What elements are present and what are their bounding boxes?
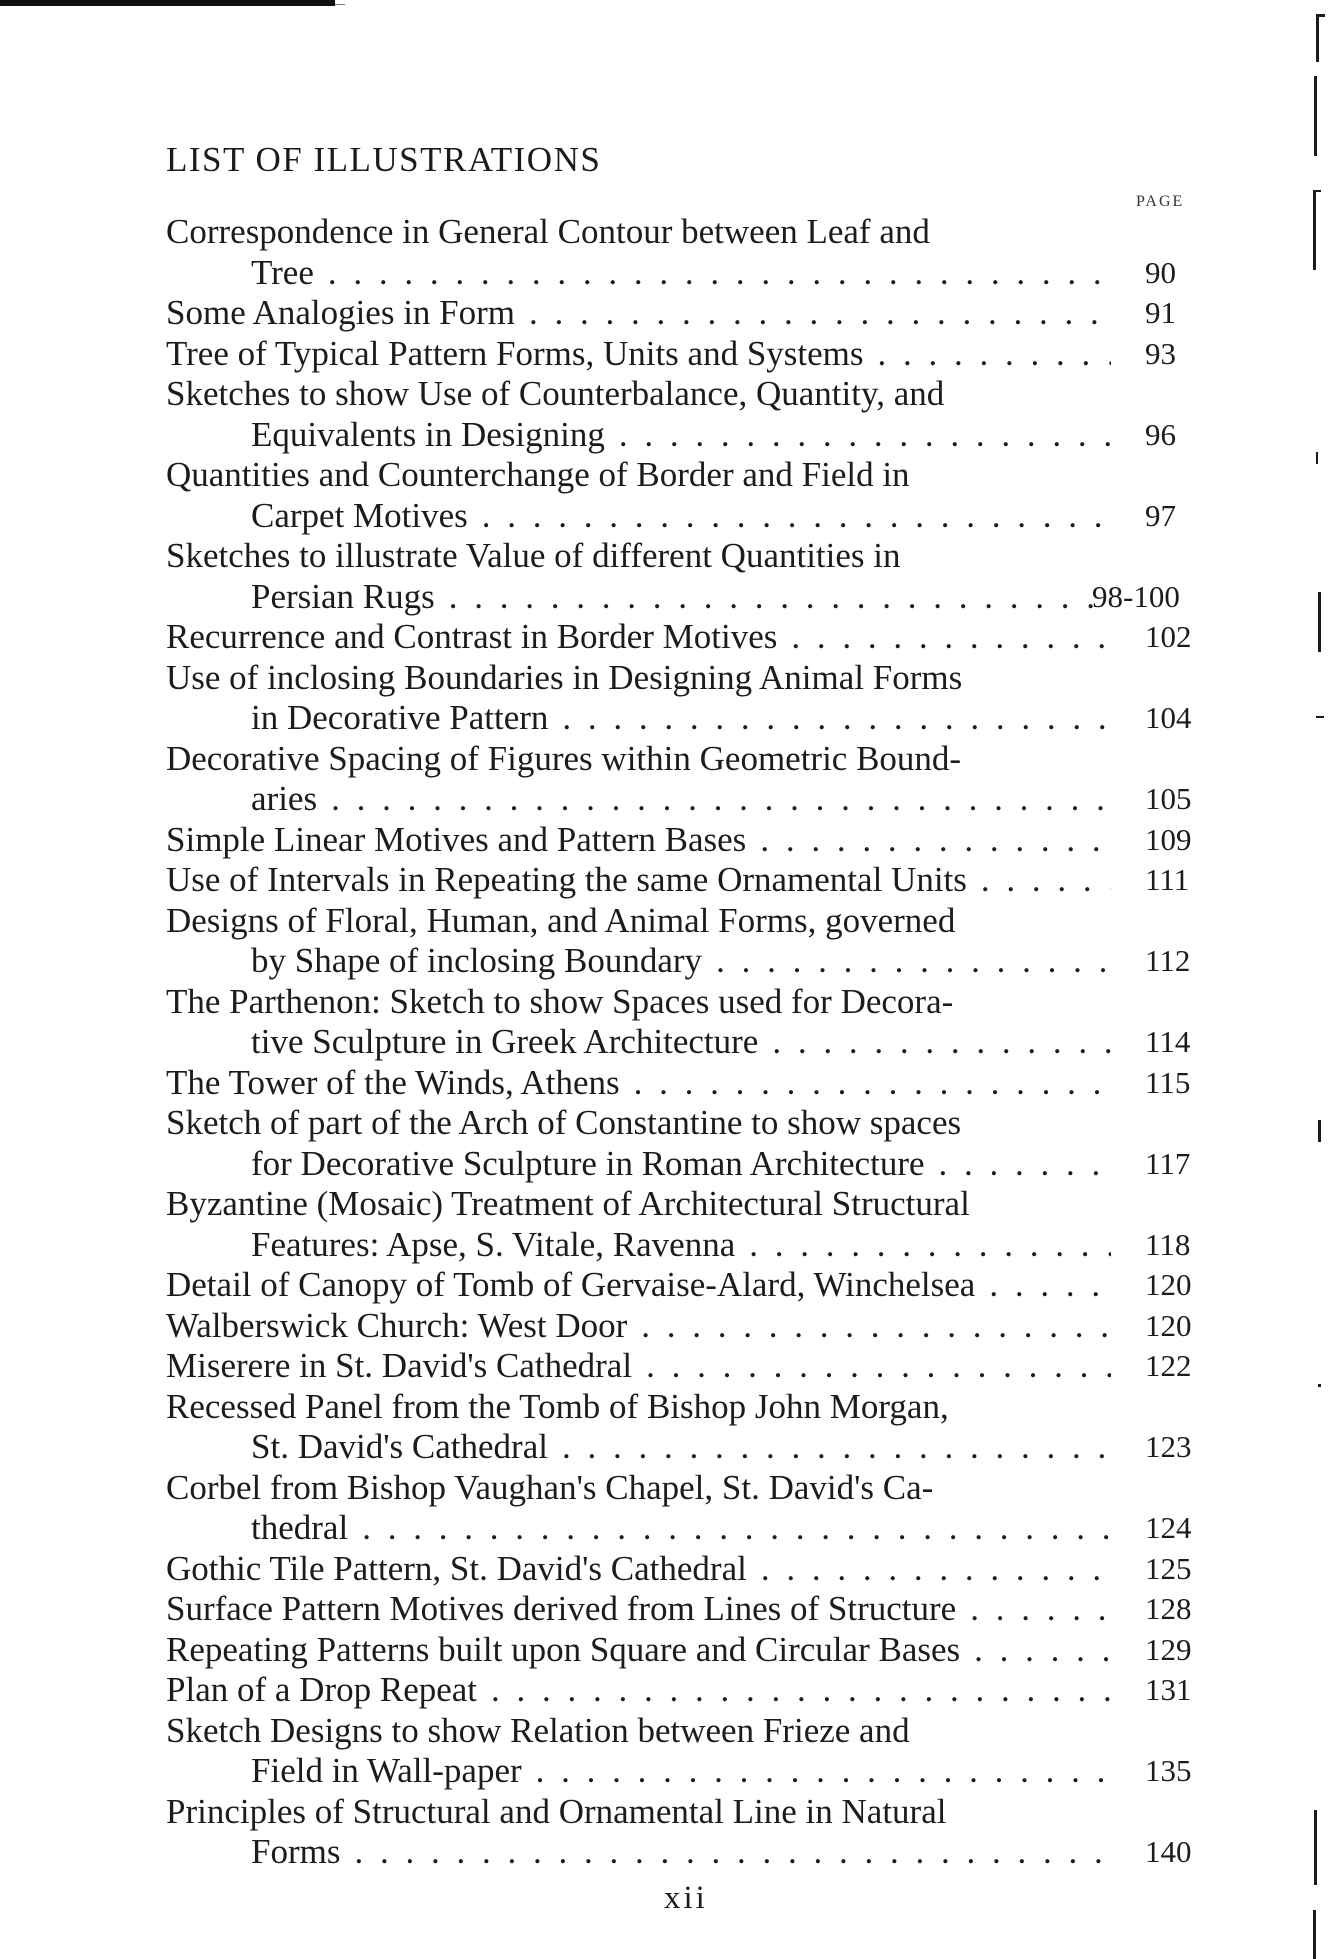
page-number: 123 xyxy=(1145,1429,1192,1464)
page-number: 91 xyxy=(1145,295,1176,330)
page-number: 122 xyxy=(1145,1348,1192,1383)
entry-title-line: thedral . . . xyxy=(251,1508,1111,1548)
entry-title-line: Principles of Structural and Ornamental Line in Natural xyxy=(166,1791,947,1831)
page-number: 93 xyxy=(1145,335,1176,371)
entry-title-line: aries . . . xyxy=(251,779,1111,819)
entry-title-line: Some Analogies in Form . . . xyxy=(166,293,1111,333)
entry-title-line: Persian Rugs . . . xyxy=(251,577,1111,617)
entry-title-line: Quantities and Counterchange of Border and Field in xyxy=(166,455,910,494)
page-number: 118 xyxy=(1145,1226,1191,1262)
entry-title-line: Walberswick Church: West Door . . . xyxy=(166,1306,1111,1346)
entry-title-line: St. David's Cathedral . . . xyxy=(251,1427,1111,1467)
page-number: 105 xyxy=(1145,781,1192,816)
page-number: 140 xyxy=(1145,1834,1192,1869)
page-heading: LIST OF ILLUSTRATIONS xyxy=(166,140,602,179)
page-number: 109 xyxy=(1145,821,1192,857)
entry-title-line: Equivalents in Designing . . . xyxy=(251,415,1111,455)
entry-title-line: for Decorative Sculpture in Roman Architecture . . . xyxy=(251,1144,1111,1184)
entry-title-line: Gothic Tile Pattern, St. David's Cathedral . . . xyxy=(166,1549,1111,1589)
entry-title-line: Tree of Typical Pattern Forms, Units and Systems . . . xyxy=(166,334,1111,374)
entry-title-line: tive Sculpture in Greek Architecture . . . xyxy=(251,1022,1111,1062)
top-rule xyxy=(0,0,335,6)
entry-title-line: Miserere in St. David's Cathedral . . . xyxy=(166,1346,1111,1386)
entry-title-line: Surface Pattern Motives derived from Lines of Structure . . . xyxy=(166,1589,1111,1629)
page-number: 112 xyxy=(1145,943,1191,978)
page-column-label: PAGE xyxy=(1136,193,1185,210)
page-number: 128 xyxy=(1145,1591,1192,1626)
entry-title-line: Decorative Spacing of Figures within Geometric Bound- xyxy=(166,738,962,778)
page-number: 120 xyxy=(1145,1307,1192,1343)
entry-title-line: The Tower of the Winds, Athens . . . xyxy=(166,1063,1111,1103)
entry-title-line: Carpet Motives . . . xyxy=(251,496,1111,536)
entry-title-line: Sketches to show Use of Counterbalance, Quantity, and xyxy=(166,374,945,413)
entry-title-line: by Shape of inclosing Boundary . . . xyxy=(251,941,1111,981)
entry-title-line: Corbel from Bishop Vaughan's Chapel, St. David's Ca- xyxy=(166,1467,934,1507)
page-number: 120 xyxy=(1145,1267,1192,1302)
entry-title-line: Recurrence and Contrast in Border Motives . . . xyxy=(166,617,1111,657)
entry-title-line: Recessed Panel from the Tomb of Bishop John Morgan, xyxy=(166,1386,949,1426)
page-number: 114 xyxy=(1145,1024,1191,1059)
entry-title-line: Byzantine (Mosaic) Treatment of Architectural Structural xyxy=(166,1184,970,1223)
entry-title-line: Field in Wall-paper . . . xyxy=(251,1751,1111,1791)
entry-title-line: Use of Intervals in Repeating the same Ornamental Units . . . xyxy=(166,860,1111,900)
entry-title-line: The Parthenon: Sketch to show Spaces used for Decora- xyxy=(166,981,954,1021)
entry-title-line: Features: Apse, S. Vitale, Ravenna . . . xyxy=(251,1225,1111,1265)
entry-title-line: Detail of Canopy of Tomb of Gervaise-Alard, Winchelsea . . . xyxy=(166,1265,1111,1305)
page-number: 104 xyxy=(1145,700,1192,735)
entry-title-line: Sketch Designs to show Relation between Frieze and xyxy=(166,1710,910,1750)
page-number: 115 xyxy=(1145,1064,1191,1100)
entry-title-line: Tree . . . xyxy=(251,253,1111,293)
page-number: 125 xyxy=(1145,1550,1192,1586)
entry-title-line: Sketch of part of the Arch of Constantine to show spaces xyxy=(166,1103,962,1142)
page-number: 124 xyxy=(1145,1510,1192,1545)
entry-title-line: Sketches to illustrate Value of different Quantities in xyxy=(166,536,901,575)
page-number: 117 xyxy=(1145,1145,1191,1181)
page-number: 129 xyxy=(1145,1631,1192,1667)
page-number: 111 xyxy=(1145,862,1190,897)
entry-title-line: Use of inclosing Boundaries in Designing Animal Forms xyxy=(166,657,963,697)
entry-title-line: Simple Linear Motives and Pattern Bases . . . xyxy=(166,820,1111,860)
page-number: 102 xyxy=(1145,619,1192,654)
page-number: 135 xyxy=(1145,1753,1192,1788)
entry-title-line: Plan of a Drop Repeat . . . xyxy=(166,1670,1111,1710)
folio: xii xyxy=(664,1880,708,1916)
page-number: 131 xyxy=(1145,1672,1192,1707)
page-number: 90 xyxy=(1145,254,1176,290)
page-number: 98-100 xyxy=(1092,578,1180,614)
entry-title-line: Designs of Floral, Human, and Animal Forms, governed xyxy=(166,900,956,940)
entry-title-line: Repeating Patterns built upon Square and Circular Bases . . . xyxy=(166,1630,1111,1670)
page-number: 96 xyxy=(1145,416,1176,452)
entry-title-line: in Decorative Pattern . . . xyxy=(251,698,1111,738)
entry-title-line: Correspondence in General Contour between Leaf and xyxy=(166,212,930,251)
page-number: 97 xyxy=(1145,497,1176,533)
entry-title-line: Forms . . . xyxy=(251,1832,1111,1872)
top-rule-tail xyxy=(335,4,345,5)
